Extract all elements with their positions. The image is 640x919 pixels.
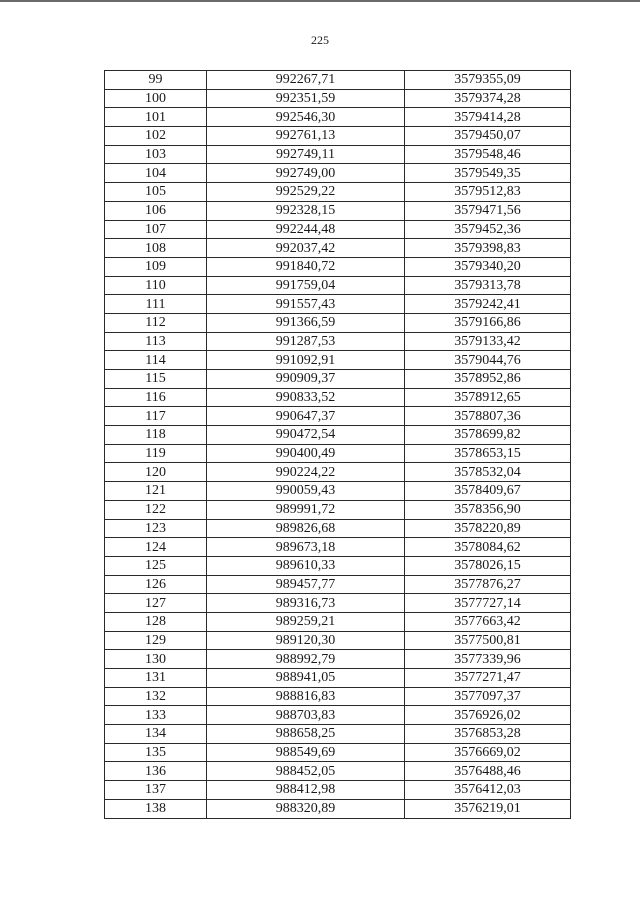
table-row [105,164,571,183]
x-coordinate-cell: 988320,89 [207,799,405,818]
y-coordinate-cell: 3579133,42 [405,332,571,351]
x-coordinate-cell: 991840,72 [207,257,405,276]
table-row [105,295,571,314]
y-coordinate-cell: 3579512,83 [405,183,571,202]
y-coordinate-cell: 3577339,96 [405,650,571,669]
point-number-cell: 109 [105,257,207,276]
table-row [105,500,571,519]
table-row [105,370,571,389]
point-number-cell: 115 [105,370,207,389]
y-coordinate-cell: 3578653,15 [405,444,571,463]
table-row [105,239,571,258]
table-row [105,444,571,463]
y-coordinate-cell: 3579450,07 [405,127,571,146]
x-coordinate-cell: 989673,18 [207,538,405,557]
table-row [105,519,571,538]
point-number-cell: 120 [105,463,207,482]
x-coordinate-cell: 991557,43 [207,295,405,314]
x-coordinate-cell: 988549,69 [207,743,405,762]
table-row [105,276,571,295]
y-coordinate-cell: 3579044,76 [405,351,571,370]
x-coordinate-cell: 988816,83 [207,687,405,706]
table-row [105,799,571,818]
x-coordinate-cell: 990472,54 [207,426,405,445]
y-coordinate-cell: 3578807,36 [405,407,571,426]
y-coordinate-cell: 3577727,14 [405,594,571,613]
x-coordinate-cell: 992546,30 [207,108,405,127]
x-coordinate-cell: 988412,98 [207,781,405,800]
x-coordinate-cell: 990647,37 [207,407,405,426]
x-coordinate-cell: 992529,22 [207,183,405,202]
x-coordinate-cell: 989316,73 [207,594,405,613]
x-coordinate-cell: 992328,15 [207,201,405,220]
point-number-cell: 108 [105,239,207,258]
x-coordinate-cell: 990224,22 [207,463,405,482]
x-coordinate-cell: 989610,33 [207,556,405,575]
point-number-cell: 104 [105,164,207,183]
y-coordinate-cell: 3577097,37 [405,687,571,706]
point-number-cell: 106 [105,201,207,220]
table-row [105,781,571,800]
table-row [105,313,571,332]
point-number-cell: 111 [105,295,207,314]
x-coordinate-cell: 992244,48 [207,220,405,239]
table-row [105,463,571,482]
table-row [105,706,571,725]
x-coordinate-cell: 992749,11 [207,145,405,164]
x-coordinate-cell: 989120,30 [207,631,405,650]
table-row [105,725,571,744]
point-number-cell: 118 [105,426,207,445]
x-coordinate-cell: 992761,13 [207,127,405,146]
table-row [105,631,571,650]
x-coordinate-cell: 992037,42 [207,239,405,258]
point-number-cell: 100 [105,89,207,108]
point-number-cell: 138 [105,799,207,818]
y-coordinate-cell: 3579398,83 [405,239,571,258]
point-number-cell: 134 [105,725,207,744]
table-row [105,89,571,108]
table-row [105,650,571,669]
y-coordinate-cell: 3576412,03 [405,781,571,800]
y-coordinate-cell: 3576853,28 [405,725,571,744]
table-row [105,426,571,445]
table-row [105,407,571,426]
y-coordinate-cell: 3579548,46 [405,145,571,164]
y-coordinate-cell: 3578699,82 [405,426,571,445]
point-number-cell: 114 [105,351,207,370]
point-number-cell: 130 [105,650,207,669]
table-row [105,575,571,594]
x-coordinate-cell: 990059,43 [207,482,405,501]
point-number-cell: 99 [105,71,207,90]
point-number-cell: 128 [105,612,207,631]
y-coordinate-cell: 3579340,20 [405,257,571,276]
table-row [105,183,571,202]
point-number-cell: 132 [105,687,207,706]
y-coordinate-cell: 3577500,81 [405,631,571,650]
point-number-cell: 105 [105,183,207,202]
y-coordinate-cell: 3579549,35 [405,164,571,183]
x-coordinate-cell: 991759,04 [207,276,405,295]
table-row [105,108,571,127]
x-coordinate-cell: 990400,49 [207,444,405,463]
point-number-cell: 137 [105,781,207,800]
point-number-cell: 101 [105,108,207,127]
point-number-cell: 112 [105,313,207,332]
table-row [105,257,571,276]
x-coordinate-cell: 988658,25 [207,725,405,744]
y-coordinate-cell: 3578912,65 [405,388,571,407]
x-coordinate-cell: 989826,68 [207,519,405,538]
y-coordinate-cell: 3578220,89 [405,519,571,538]
y-coordinate-cell: 3578409,67 [405,482,571,501]
point-number-cell: 127 [105,594,207,613]
table-row [105,332,571,351]
table-row [105,556,571,575]
y-coordinate-cell: 3579414,28 [405,108,571,127]
point-number-cell: 121 [105,482,207,501]
table-row [105,71,571,90]
x-coordinate-cell: 989991,72 [207,500,405,519]
coordinates-table [104,70,571,819]
table-row [105,482,571,501]
y-coordinate-cell: 3579452,36 [405,220,571,239]
table-row [105,220,571,239]
point-number-cell: 113 [105,332,207,351]
point-number-cell: 135 [105,743,207,762]
point-number-cell: 123 [105,519,207,538]
point-number-cell: 119 [105,444,207,463]
x-coordinate-cell: 988452,05 [207,762,405,781]
y-coordinate-cell: 3579355,09 [405,71,571,90]
x-coordinate-cell: 990909,37 [207,370,405,389]
table-row [105,538,571,557]
table-row [105,762,571,781]
table-row [105,351,571,370]
y-coordinate-cell: 3578026,15 [405,556,571,575]
x-coordinate-cell: 988992,79 [207,650,405,669]
y-coordinate-cell: 3577271,47 [405,669,571,688]
y-coordinate-cell: 3577876,27 [405,575,571,594]
x-coordinate-cell: 991092,91 [207,351,405,370]
y-coordinate-cell: 3578532,04 [405,463,571,482]
x-coordinate-cell: 991366,59 [207,313,405,332]
y-coordinate-cell: 3576669,02 [405,743,571,762]
y-coordinate-cell: 3579313,78 [405,276,571,295]
point-number-cell: 103 [105,145,207,164]
table-row [105,201,571,220]
table-row [105,612,571,631]
x-coordinate-cell: 990833,52 [207,388,405,407]
page-number: 225 [311,33,329,47]
point-number-cell: 122 [105,500,207,519]
point-number-cell: 129 [105,631,207,650]
table-row [105,669,571,688]
y-coordinate-cell: 3579374,28 [405,89,571,108]
y-coordinate-cell: 3576488,46 [405,762,571,781]
point-number-cell: 126 [105,575,207,594]
x-coordinate-cell: 988703,83 [207,706,405,725]
point-number-cell: 117 [105,407,207,426]
point-number-cell: 131 [105,669,207,688]
y-coordinate-cell: 3579242,41 [405,295,571,314]
x-coordinate-cell: 989457,77 [207,575,405,594]
table-row [105,388,571,407]
table-row [105,145,571,164]
point-number-cell: 136 [105,762,207,781]
point-number-cell: 133 [105,706,207,725]
x-coordinate-cell: 992267,71 [207,71,405,90]
y-coordinate-cell: 3576219,01 [405,799,571,818]
table-row [105,127,571,146]
y-coordinate-cell: 3577663,42 [405,612,571,631]
coordinates-table-body [105,71,571,819]
y-coordinate-cell: 3578952,86 [405,370,571,389]
x-coordinate-cell: 988941,05 [207,669,405,688]
y-coordinate-cell: 3578084,62 [405,538,571,557]
point-number-cell: 107 [105,220,207,239]
x-coordinate-cell: 989259,21 [207,612,405,631]
x-coordinate-cell: 992351,59 [207,89,405,108]
point-number-cell: 125 [105,556,207,575]
x-coordinate-cell: 991287,53 [207,332,405,351]
point-number-cell: 116 [105,388,207,407]
table-row [105,687,571,706]
y-coordinate-cell: 3576926,02 [405,706,571,725]
y-coordinate-cell: 3579471,56 [405,201,571,220]
point-number-cell: 110 [105,276,207,295]
point-number-cell: 102 [105,127,207,146]
x-coordinate-cell: 992749,00 [207,164,405,183]
table-row [105,594,571,613]
y-coordinate-cell: 3579166,86 [405,313,571,332]
scan-top-edge [0,0,640,2]
point-number-cell: 124 [105,538,207,557]
y-coordinate-cell: 3578356,90 [405,500,571,519]
table-row [105,743,571,762]
